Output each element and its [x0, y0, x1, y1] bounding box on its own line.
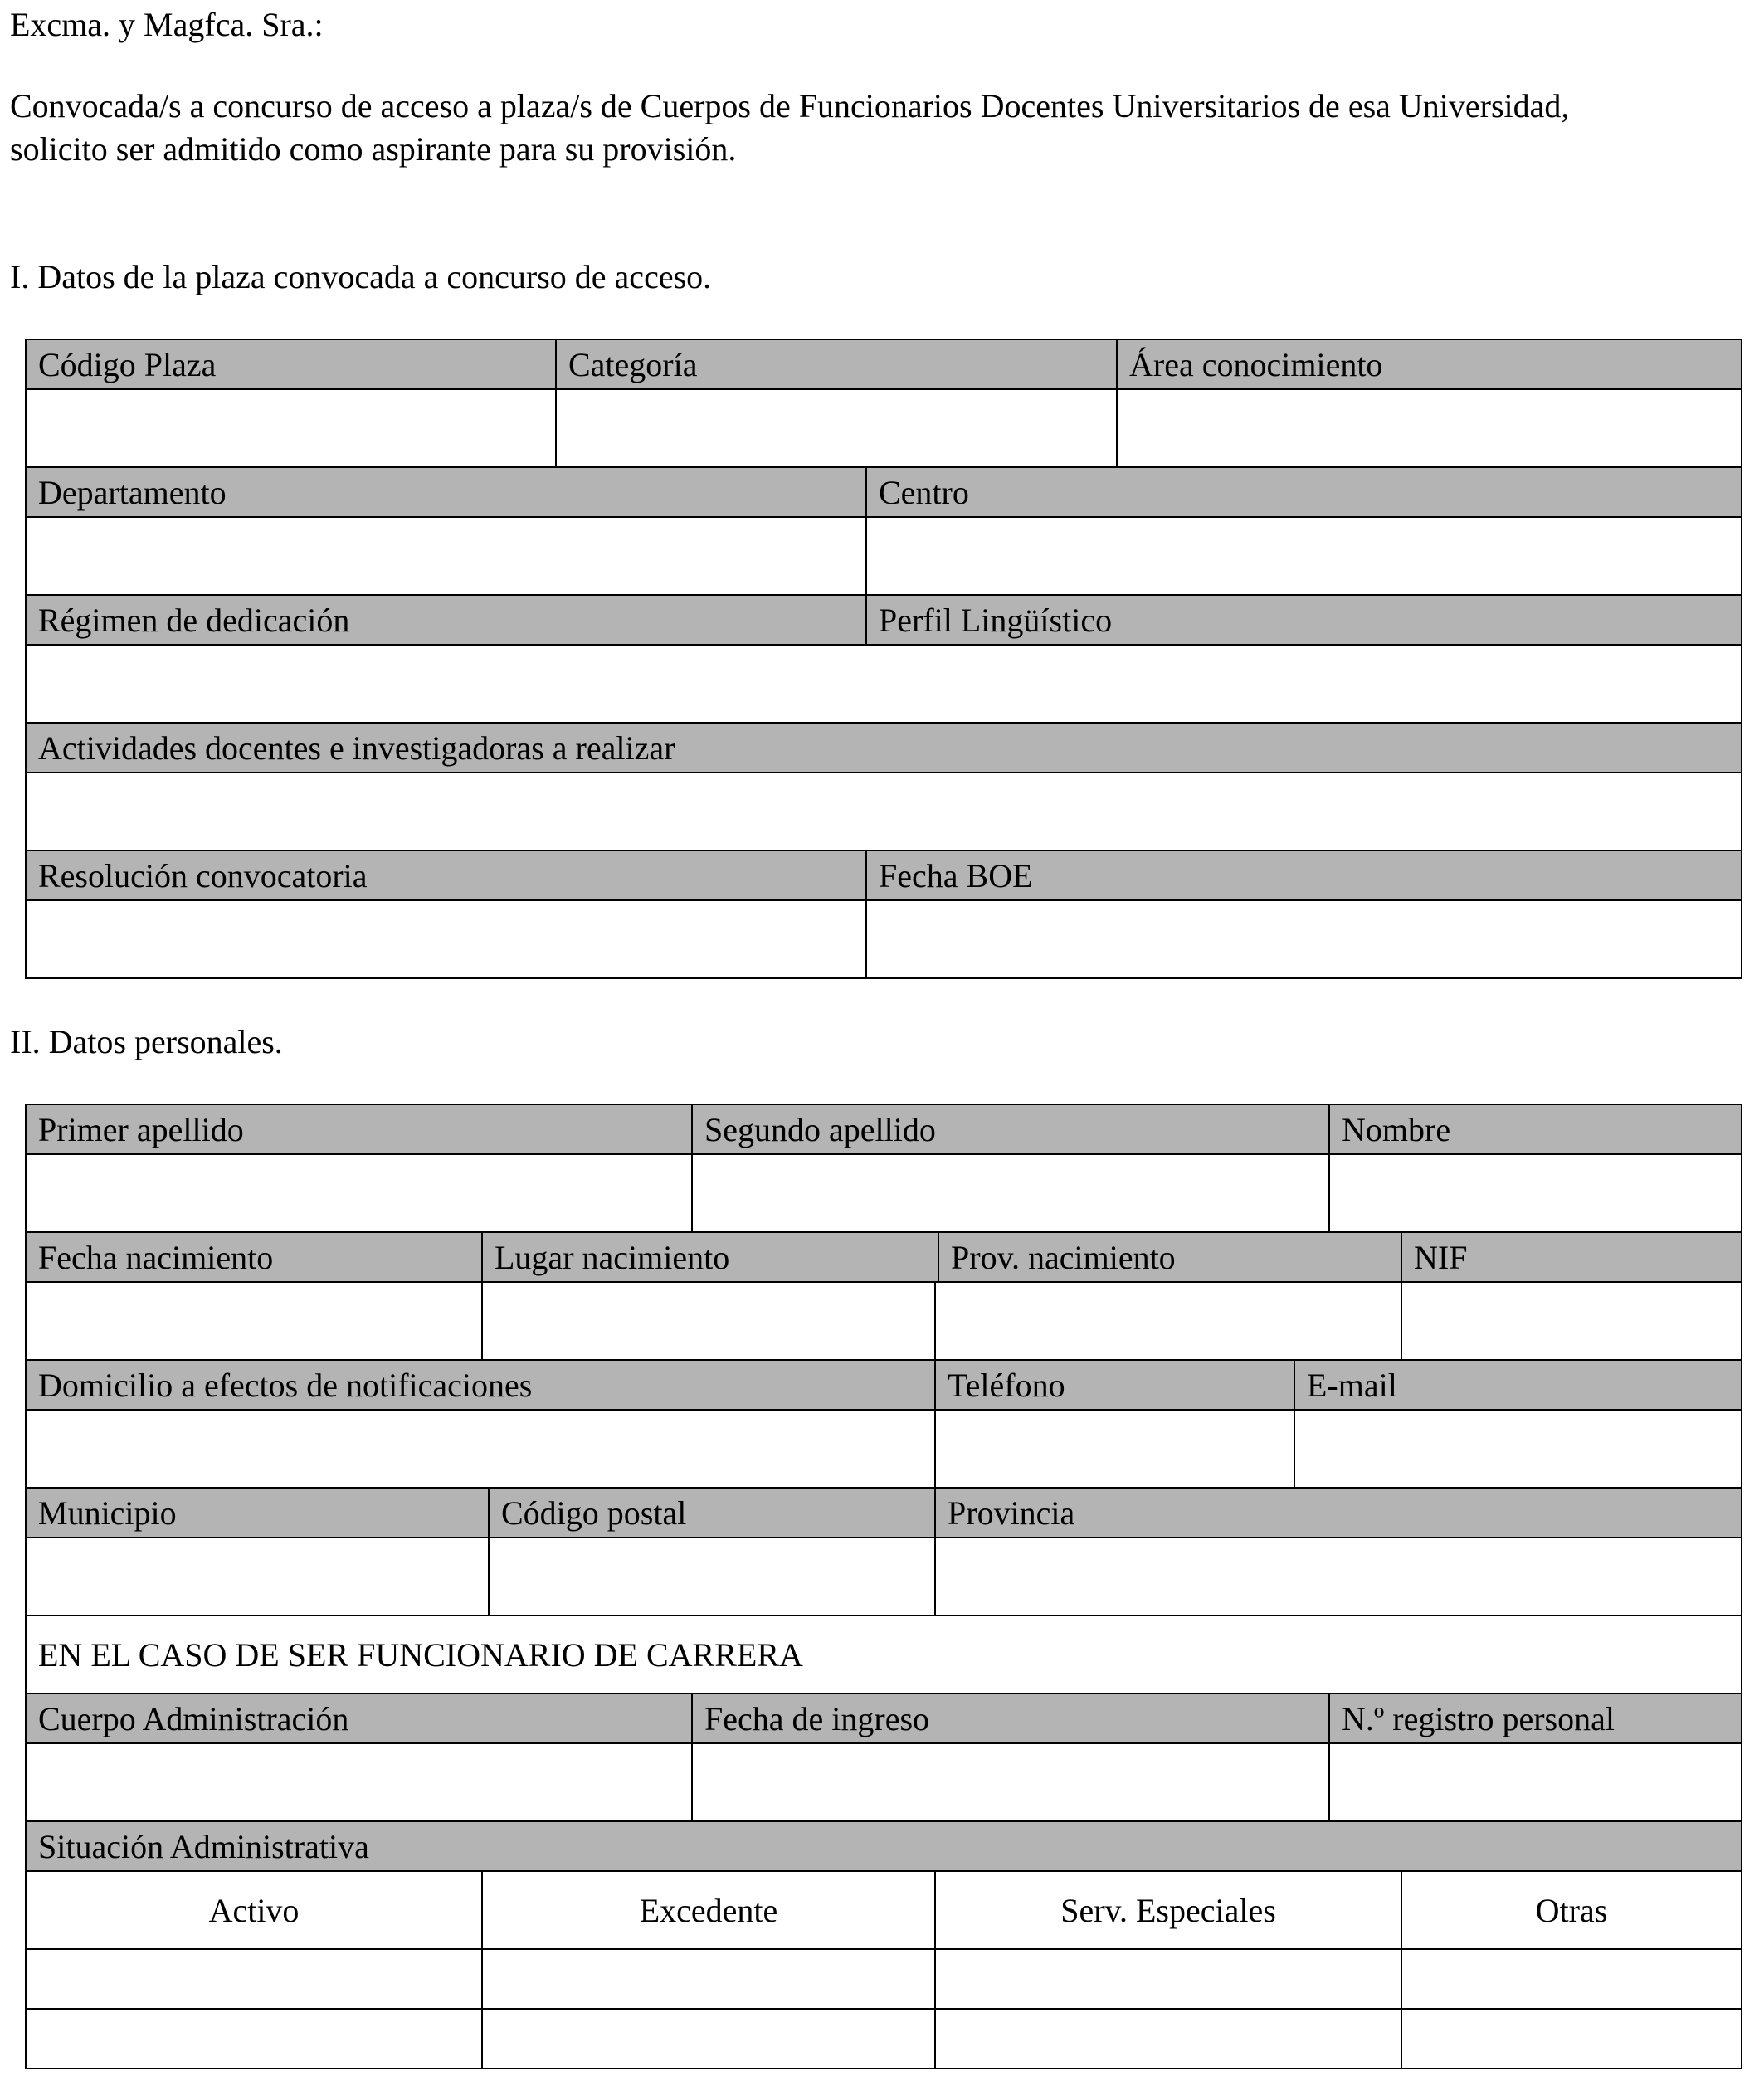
situacion-serv-especiales-field[interactable]: [936, 1950, 1402, 2008]
header-row: [27, 596, 1741, 646]
situacion-serv-especiales-field-2[interactable]: [936, 2010, 1402, 2068]
municipio-label: Municipio: [27, 1489, 490, 1537]
departamento-label: Departamento: [27, 468, 867, 516]
header-row: [27, 468, 1741, 518]
input-row: [27, 1950, 1741, 2010]
codigo-plaza-field[interactable]: [27, 390, 557, 466]
categoria-label: Categoría: [557, 340, 1118, 388]
domicilio-field[interactable]: [27, 1411, 936, 1487]
funcionario-heading-row: [27, 1616, 1741, 1694]
primer-apellido-label: Primer apellido: [27, 1105, 693, 1153]
segundo-apellido-field[interactable]: [693, 1155, 1330, 1231]
fecha-ingreso-label: Fecha de ingreso: [693, 1694, 1330, 1742]
input-row: [27, 1538, 1741, 1616]
codigo-postal-field[interactable]: [490, 1538, 936, 1615]
situacion-option-excedente: Excedente: [483, 1872, 936, 1948]
segundo-apellido-label: Segundo apellido: [693, 1105, 1330, 1153]
intro-line-1: Convocada/s a concurso de acceso a plaza/s de Cuerpos de Funcionarios Docentes Universitarios de esa Universidad,: [10, 87, 1570, 124]
regimen-perfil-field[interactable]: [27, 646, 1741, 722]
situacion-option-otras: Otras: [1535, 1891, 1608, 1929]
departamento-field[interactable]: [27, 518, 867, 594]
telefono-label: Teléfono: [936, 1361, 1295, 1409]
section-1-title: I. Datos de la plaza convocada a concurso de acceso.: [10, 258, 712, 295]
nif-label: NIF: [1414, 1238, 1468, 1276]
cuerpo-administracion-label: Cuerpo Administración: [27, 1694, 693, 1742]
area-conocimiento-field[interactable]: [1118, 390, 1741, 466]
input-row: [27, 390, 1741, 468]
resolucion-convocatoria-label: Resolución convocatoria: [27, 851, 867, 899]
fecha-ingreso-field[interactable]: [693, 1744, 1330, 1820]
situacion-otras-field[interactable]: [1402, 1950, 1741, 2008]
input-row: [27, 518, 1741, 596]
situacion-options-row: [27, 1872, 1741, 1950]
actividades-field[interactable]: [27, 773, 1741, 850]
header-row: [27, 1105, 1741, 1155]
input-row: [27, 646, 1741, 724]
input-row: [27, 1411, 1741, 1489]
plaza-data-form: [25, 339, 1742, 979]
centro-label: Centro: [879, 473, 969, 511]
provincia-field[interactable]: [936, 1538, 1741, 1615]
intro-line-2: solicito ser admitido como aspirante para su provisión.: [10, 130, 737, 168]
input-row: [27, 1155, 1741, 1233]
funcionario-heading: EN EL CASO DE SER FUNCIONARIO DE CARRERA: [38, 1635, 803, 1674]
codigo-plaza-label: Código Plaza: [27, 340, 557, 388]
prov-nacimiento-field[interactable]: [936, 1283, 1402, 1359]
fecha-boe-field[interactable]: [867, 901, 1741, 977]
resolucion-convocatoria-field[interactable]: [27, 901, 867, 977]
header-row: [27, 1361, 1741, 1411]
salutation: Excma. y Magfca. Sra.:: [10, 6, 324, 43]
situacion-excedente-field[interactable]: [483, 1950, 936, 2008]
header-row: [27, 1233, 1741, 1283]
registro-personal-label: N.º registro personal: [1342, 1699, 1615, 1737]
email-label: E-mail: [1307, 1366, 1397, 1404]
situacion-option-activo: Activo: [27, 1872, 483, 1948]
situacion-excedente-field-2[interactable]: [483, 2010, 936, 2068]
centro-field[interactable]: [867, 518, 1741, 594]
fecha-nacimiento-label: Fecha nacimiento: [27, 1233, 483, 1281]
situacion-option-serv-especiales: Serv. Especiales: [936, 1872, 1402, 1948]
email-field[interactable]: [1295, 1411, 1741, 1487]
fecha-boe-label: Fecha BOE: [879, 856, 1033, 894]
lugar-nacimiento-label: Lugar nacimiento: [483, 1233, 939, 1281]
domicilio-label: Domicilio a efectos de notificaciones: [27, 1361, 936, 1409]
input-row: [27, 773, 1741, 851]
input-row: [27, 2010, 1741, 2068]
municipio-field[interactable]: [27, 1538, 490, 1615]
area-conocimiento-label: Área conocimiento: [1129, 345, 1383, 383]
fecha-nacimiento-field[interactable]: [27, 1283, 483, 1359]
header-row: [27, 1489, 1741, 1538]
input-row: [27, 901, 1741, 977]
header-row: [27, 724, 1741, 773]
input-row: [27, 1744, 1741, 1822]
primer-apellido-field[interactable]: [27, 1155, 693, 1231]
codigo-postal-label: Código postal: [490, 1489, 936, 1537]
situacion-otras-field-2[interactable]: [1402, 2010, 1741, 2068]
nif-field[interactable]: [1402, 1283, 1741, 1359]
input-row: [27, 1283, 1741, 1361]
provincia-label: Provincia: [948, 1494, 1075, 1532]
header-row: [27, 1822, 1741, 1872]
situacion-activo-field[interactable]: [27, 1950, 483, 2008]
registro-personal-field[interactable]: [1330, 1744, 1741, 1820]
nombre-field[interactable]: [1330, 1155, 1741, 1231]
header-row: [27, 340, 1741, 390]
situacion-administrativa-label: Situación Administrativa: [38, 1827, 369, 1865]
section-2-title: II. Datos personales.: [10, 1023, 283, 1060]
perfil-linguistico-label: Perfil Lingüístico: [879, 601, 1113, 639]
prov-nacimiento-label: Prov. nacimiento: [939, 1233, 1402, 1281]
actividades-label: Actividades docentes e investigadoras a realizar: [38, 729, 675, 767]
telefono-field[interactable]: [936, 1411, 1295, 1487]
header-row: [27, 851, 1741, 901]
lugar-nacimiento-field[interactable]: [483, 1283, 936, 1359]
regimen-dedicacion-label: Régimen de dedicación: [27, 596, 867, 644]
personal-data-form: [25, 1104, 1742, 2069]
cuerpo-administracion-field[interactable]: [27, 1744, 693, 1820]
nombre-label: Nombre: [1342, 1110, 1451, 1148]
header-row: [27, 1694, 1741, 1744]
situacion-activo-field-2[interactable]: [27, 2010, 483, 2068]
categoria-field[interactable]: [557, 390, 1118, 466]
